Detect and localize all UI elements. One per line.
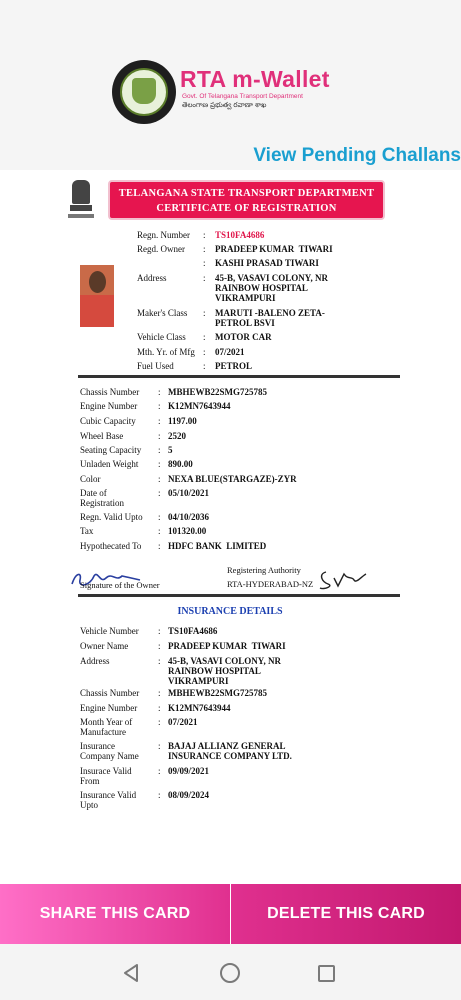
field-value: PRADEEP KUMAR TIWARI [168,641,286,651]
field-value: NEXA BLUE(STARGAZE)-ZYR [168,474,297,484]
field-colon: : [158,512,161,522]
field-colon: : [158,445,161,455]
field-label: Mth. Yr. of Mfg [137,347,195,357]
field-value: 09/09/2021 [168,766,210,776]
field-label: Regd. Owner [137,244,185,254]
telangana-emblem-icon [112,60,176,124]
insurance-title: INSURANCE DETAILS [177,606,283,617]
field-value: 07/2021 [215,347,245,357]
field-label: Unladen Weight [80,459,139,469]
field-value: HDFC BANK LIMITED [168,541,267,551]
field-colon: : [158,387,161,397]
field-label: Address [137,273,167,283]
field-value: 45-B, VASAVI COLONY, NR RAINBOW HOSPITAL VIKRAMPURI [215,273,328,303]
logo-subtitle-telugu: తెలంగాణ ప్రభుత్వ రవాణా శాఖ [182,102,267,109]
field-value: 5 [168,445,173,455]
field-label: Seating Capacity [80,445,142,455]
banner-line-1: TELANGANA STATE TRANSPORT DEPARTMENT [118,188,375,199]
banner-line-2: CERTIFICATE OF REGISTRATION [156,203,337,214]
field-colon: : [158,717,161,727]
field-colon: : [158,626,161,636]
field-colon: : [158,656,161,666]
field-label: Insurace Valid From [80,766,132,786]
field-label: Insurance Company Name [80,741,139,761]
field-label: Fuel Used [137,361,174,371]
field-label: Vehicle Number [80,626,139,636]
field-label: Owner Name [80,641,129,651]
field-label: Date of Registration [80,488,124,508]
recents-icon[interactable] [318,965,335,982]
field-value: 45-B, VASAVI COLONY, NR RAINBOW HOSPITAL VIKRAMPURI [168,656,281,686]
field-label: Wheel Base [80,431,124,441]
divider [78,375,400,378]
field-colon: : [158,401,161,411]
field-label: Chassis Number [80,688,140,698]
field-colon: : [158,459,161,469]
field-label: Insurance Valid Upto [80,790,137,810]
field-value: 07/2021 [168,717,198,727]
owner-signature-label: Signature of the Owner [80,580,160,590]
field-colon: : [158,766,161,776]
field-colon: : [158,541,161,551]
ashoka-emblem-icon [68,178,94,222]
field-colon: : [158,474,161,484]
owner-photo [80,265,114,327]
field-colon: : [158,526,161,536]
field-colon: : [158,703,161,713]
field-colon: : [203,308,206,318]
field-label: Tax [80,526,94,536]
field-colon: : [158,790,161,800]
field-value: TS10FA4686 [168,626,218,636]
field-colon: : [203,347,206,357]
field-label: Hypothecated To [80,541,142,551]
field-value: 101320.00 [168,526,207,536]
field-colon: : [158,741,161,751]
field-value: 08/09/2024 [168,790,210,800]
field-value: 05/10/2021 [168,488,210,498]
field-value: TS10FA4686 [215,230,265,240]
field-label: Regn. Number [137,230,190,240]
field-value: K12MN7643944 [168,703,231,713]
field-value: 890.00 [168,459,193,469]
field-colon: : [203,258,206,268]
home-icon[interactable] [220,963,240,983]
field-label: Color [80,474,101,484]
field-colon: : [203,332,206,342]
field-colon: : [203,273,206,283]
field-colon: : [158,688,161,698]
registering-authority-value: RTA-HYDERABAD-NZ [227,579,314,589]
field-colon: : [158,488,161,498]
field-colon: : [203,230,206,240]
field-colon: : [203,361,206,371]
field-value: PETROL [215,361,253,371]
logo-subtitle: Govt. Of Telangana Transport Department [182,93,303,100]
divider [78,594,400,597]
field-label: Regn. Valid Upto [80,512,143,522]
logo-title: RTA m-Wallet [180,66,330,92]
field-label: Engine Number [80,401,138,411]
navigation-bar [0,944,461,1000]
field-label: Month Year of Manufacture [80,717,133,737]
field-colon: : [158,416,161,426]
field-label: Maker's Class [137,308,188,318]
view-pending-challans-link[interactable]: View Pending Challans [253,145,461,166]
field-value: MARUTI -BALENO ZETA- PETROL BSVI [215,308,325,328]
back-icon[interactable] [121,963,141,983]
field-value: 04/10/2036 [168,512,210,522]
field-value: 1197.00 [168,416,197,426]
field-value: MBHEWB22SMG725785 [168,387,268,397]
field-colon: : [203,244,206,254]
registration-certificate [60,170,405,880]
field-value: MOTOR CAR [215,332,272,342]
field-value: BAJAJ ALLIANZ GENERAL INSURANCE COMPANY LTD. [168,741,292,761]
certificate-banner [108,180,385,220]
field-label: Cubic Capacity [80,416,136,426]
rta-logo [112,60,357,126]
status-bar [0,0,461,34]
field-value: KASHI PRASAD TIWARI [215,258,319,268]
field-label: Vehicle Class [137,332,186,342]
field-value: PRADEEP KUMAR TIWARI [215,244,333,254]
field-value: 2520 [168,431,186,441]
delete-card-button[interactable]: DELETE THIS CARD [231,884,461,944]
field-label: Chassis Number [80,387,140,397]
registering-authority-label: Registering Authority [227,565,301,575]
field-colon: : [158,641,161,651]
field-value: K12MN7643944 [168,401,231,411]
field-colon: : [158,431,161,441]
field-value: MBHEWB22SMG725785 [168,688,268,698]
field-label: Engine Number [80,703,138,713]
share-card-button[interactable]: SHARE THIS CARD [0,884,230,944]
authority-signature-icon [318,568,368,592]
field-label: Address [80,656,110,666]
